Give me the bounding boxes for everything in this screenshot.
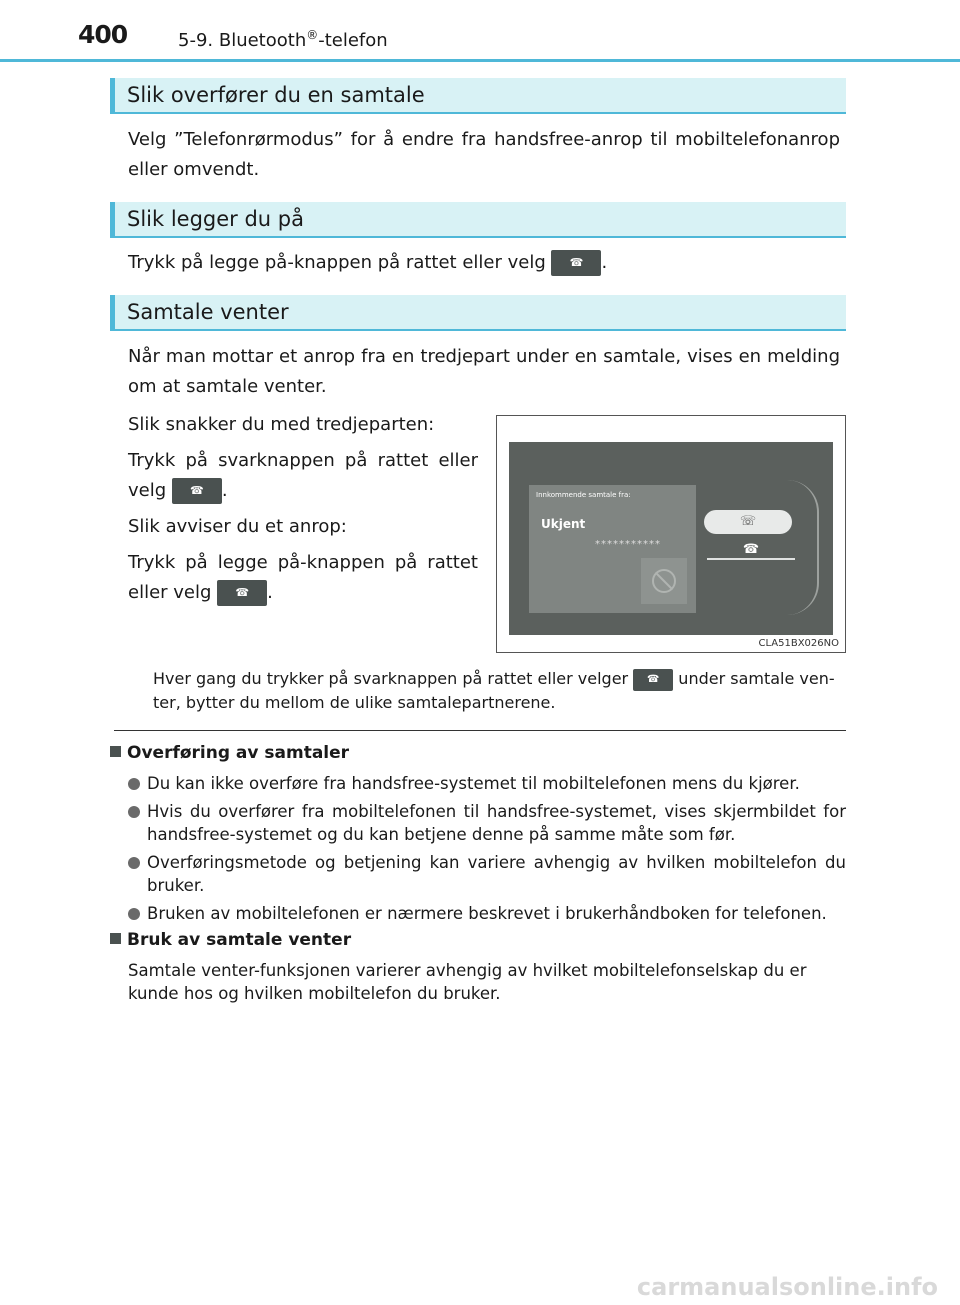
bullet-icon	[128, 806, 140, 818]
caller-number: ***********	[595, 539, 661, 550]
list-item	[128, 772, 846, 795]
section-heading-hangup	[110, 202, 846, 238]
note-text: Hver gang du trykker på svarknappen på rattet eller velger	[153, 669, 629, 688]
reject-text: eller velg	[128, 582, 212, 603]
transfer-body: Velg ”Telefonrørmodus” for å endre fra handsfree-anrop til mobiltelefonanrop eller omvendt.	[128, 129, 840, 180]
phone-icon: ☎	[217, 580, 267, 606]
list-item-text: Overføringsmetode og betjening kan variere avhengig av hvilken mobiltelefon du bruker.	[147, 853, 846, 895]
page-number: 400	[78, 20, 128, 49]
waiting-note	[153, 667, 843, 714]
answer-button[interactable]	[704, 510, 792, 534]
phone-icon: ☎	[633, 669, 673, 691]
list-item	[128, 902, 846, 925]
screen-arc	[787, 480, 819, 615]
square-bullet-icon	[110, 746, 121, 757]
talk-text: velg	[128, 480, 167, 501]
bullet-icon	[128, 857, 140, 869]
phone-icon: ☎	[742, 542, 760, 557]
no-entry-icon	[652, 569, 676, 593]
chapter-name: 5-9. Bluetooth	[178, 30, 307, 51]
period: .	[601, 252, 608, 273]
chapter-title	[178, 28, 388, 51]
figure-caption: CLA51BX026NO	[758, 638, 839, 649]
talk-line2	[128, 476, 478, 506]
bullet-icon	[128, 908, 140, 920]
talk-heading: Slik snakker du med tredjeparten:	[128, 414, 435, 435]
phone-icon: ☏	[739, 514, 757, 529]
hangup-text: Trykk på legge på-knappen på rattet eller velg	[128, 252, 546, 273]
display-screen	[509, 442, 833, 635]
reject-heading: Slik avviser du et anrop:	[128, 516, 347, 537]
note-text-end-a: under samtale ven-	[678, 669, 835, 688]
incoming-call-panel	[529, 485, 696, 613]
incoming-label: Innkommende samtale fra:	[536, 491, 631, 499]
section-title: Slik legger du på	[127, 207, 304, 231]
hangup-button[interactable]	[707, 542, 795, 560]
waiting-body: Når man mottar et anrop fra en tredjepart under en samtale, vises en melding om at samtale venter.	[128, 346, 840, 397]
note-text-end-b: ter, bytter du mellom de ulike samtalepartnerene.	[153, 692, 556, 712]
list-item	[128, 800, 846, 846]
heading-text: Overføring av samtaler	[127, 743, 350, 763]
call-waiting-screenshot	[496, 415, 846, 653]
section-title: Slik overfører du en samtale	[127, 83, 425, 107]
divider	[114, 730, 846, 731]
section-heading-waiting	[110, 295, 846, 331]
reject-button[interactable]	[641, 558, 687, 604]
period: .	[267, 582, 273, 603]
phone-icon: ☎	[551, 250, 601, 276]
bullet-icon	[128, 778, 140, 790]
section-title: Samtale venter	[127, 300, 289, 324]
waiting-info-body: Samtale venter-funksjonen varierer avhengig av hvilket mobiltelefonselskap du er kunde hos og hvilken mobiltelefon du bruker.	[128, 961, 807, 1003]
watermark: carmanualsonline.info	[636, 1273, 938, 1301]
talk-line1: Trykk på svarknappen på rattet eller	[128, 450, 478, 471]
waiting-info-heading	[110, 930, 351, 950]
list-item-text: Hvis du overfører fra mobiltelefonen til handsfree-systemet, vises skjermbildet for handsfree-systemet og du kan betjene denne på samme måte som før.	[147, 802, 846, 844]
list-item-text: Du kan ikke overføre fra handsfree-systemet til mobiltelefonen mens du kjører.	[147, 774, 800, 793]
phone-icon: ☎	[172, 478, 222, 504]
registered-mark: ®	[306, 28, 319, 42]
section-heading-transfer	[110, 78, 846, 114]
reject-line1: Trykk på legge på-knappen på rattet	[128, 552, 478, 573]
heading-text: Bruk av samtale venter	[127, 930, 352, 950]
chapter-suffix: -telefon	[318, 30, 388, 51]
reject-line2	[128, 578, 478, 608]
list-item-text: Bruken av mobiltelefonen er nærmere beskrevet i brukerhåndboken for telefonen.	[147, 904, 827, 923]
square-bullet-icon	[110, 933, 121, 944]
hangup-body	[128, 248, 840, 278]
header-rule	[0, 59, 960, 62]
period: .	[221, 480, 228, 501]
list-item	[128, 851, 846, 897]
caller-name: Ukjent	[541, 517, 586, 531]
transfer-info-heading	[110, 743, 349, 763]
